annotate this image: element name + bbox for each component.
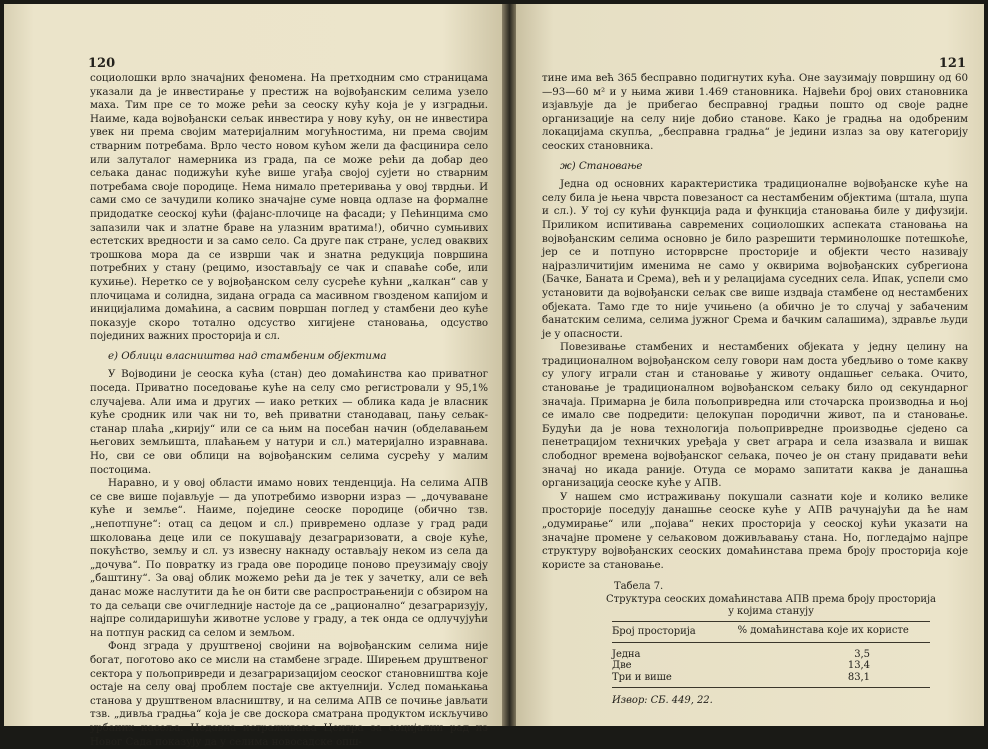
paragraph: Повезивање стамбених и нестамбених објеката у једну целину на традиционалном војвођанском селу говори нам доста убедљиво о томе какву су улогу играли стан и становање у животу ондашњег сељака. Очито, становање је традиционалном војвођанском сељаку било од секундарног значаја. Примарна је била пољопривредна или сточарска производња и њој се имало све подредити: целокупан породични живот, па и становање. Будући да је нова технологија пољопривредне производње сједено са пенетрацијом техничких уређаја у свет аграра и села изазвала и вишак слободног времена војвођанског сељака, почео је он стану придавати већи значај но икада раније. Отуда се морамо запитати каква је данашња организација сеоске куће у АПВ. bbox=[542, 341, 968, 490]
table-row bbox=[612, 672, 930, 688]
table-header-row bbox=[612, 621, 930, 642]
table-cell-label: Две bbox=[612, 660, 632, 672]
table-cell-value: 3,5 bbox=[854, 648, 870, 660]
table-cell-value: 83,1 bbox=[716, 672, 930, 688]
book-gutter bbox=[502, 4, 516, 726]
rooms-table bbox=[612, 621, 930, 688]
table-cell-label: Једна bbox=[612, 648, 641, 660]
table-row bbox=[612, 642, 930, 660]
table-title: Структура сеоских домаћинстава АПВ према броју просторија у којима станују bbox=[606, 593, 936, 617]
book-spread bbox=[4, 4, 984, 748]
page-number-left: 120 bbox=[88, 56, 116, 71]
paragraph: Једна од основних карактеристика традиционалне војвођанске куће на селу била је њена чврста повезаност са нестамбеним објектима (штала, шупа и сл.). У тој су кући функција рада и функција становања биле у дифузији. Приликом испитивања савремених социолошких аспеката становања на војвођанским селима основно је било разрешити терминолошке потешкоће, јер се и потпуно исторврсне просторије и објекти често називају најразличитијим именима не само у оквирима војвођанских субрегиона (Бачке, Баната и Срема), већ и у релацијама суседних села. Ипак, успели смо установити да војвођански сељак све више издваја стамбене од нестамбених објеката. Тамо где то није учињено (а обично је то случај у забаченим банатским селима, селима јужног Срема и бачким салашима), здравље људи је у опасности. bbox=[542, 178, 968, 340]
table-row bbox=[612, 660, 930, 672]
paragraph: Фонд зграда у друштвеној својини на војвођанским селима није богат, поготово ако се мисли на стамбене зграде. Ширењем друштвеног сектора у пољопривреди и дезаграризацијом сеоског становништва које остаје на селу овај проблем постаје све актуелнији. Услед помањкања станова у друштвеном власништву, и на селима АПВ се почиње јављати тзв. „дивља градња“ која је све доскора сматрана продуктом искључиво урбаних насеља. Недавна истраживања Центра за социјални рад из Новог Сада показују да у селима новосадске опш- bbox=[90, 640, 488, 748]
left-page bbox=[4, 4, 502, 748]
table-header-percent: % домаћинстава које их користе bbox=[716, 621, 930, 642]
paragraph: социолошки врло значајних феномена. На претходним смо страницама указали да је инвестирање у престиж на војвођанским селима узело маха. Тим пре се то може рећи за сеоску кућу која је у изградњи. Наиме, када војвођански сељак инвестира у нову кућу, он не инвестира увек ни према својим материјалним могућностима, ни према својим стварним потребама. Врло често новом кућом жели да фасцинира село или залуталог намерника из града, па се може рећи да добар део сељака данас подижући куће више угађа својој сујети но стварним потребама своје породице. Нема нимало претеривања у овој тврдњи. И сами смо се зачудили колико значајне суме новца одлазе на формалне придодатке сеоској кући (фајанс-плочице на фасади; у Пећинцима смо запазили чак и златне браве на улазним вратима!), обично сумњивих естетских вредности и за само село. Са друге пак стране, услед оваквих трошкова мора да се изврши чак и знатна редукција површина потребних у стану (рецимо, изостављају се чак и спаваће собе, или кухиње). Нерeтко се у војвођанском селу сусреће кућни „калкан“ сав у плочицама и солидна, зидана ограда са масивном гвозденом капијом и иницијалима домаћина, а сасвим површан поглед у стамбени део куће показује скоро тотално одсуство хигијене становања, одсуство појединих важних просторија и сл. bbox=[90, 72, 488, 343]
paragraph: тине има већ 365 бесправно подигнутих кућа. Оне заузимају површину од 60—93—60 м² и у њима живи 1.469 становника. Највећи број ових становника изјављује да је прибегао бесправној градњи пошто од своје радне организације на селу није добио станове. Како је градња на одобреним локацијама скупља, „бесправна градња“ је једини излаз за ову категорију сеоских становника. bbox=[542, 72, 968, 152]
table-cell-label: Три и више bbox=[612, 672, 716, 688]
right-page bbox=[516, 4, 984, 726]
table-caption: Табела 7. bbox=[614, 581, 664, 593]
paragraph: Наравно, и у овој области имамо нових тенденција. На селима АПВ се све више појављује — да употребимо изворни израз — „дочуваване куће и земље“. Наиме, поједине сеоске породице (обично тзв. „непотпуне“: отац са децом и сл.) привремено одлазе у град ради школовања деце или се покушавају дезаграризовати, а своје куће, покућство, земљу и сл. уз извесну накнаду остављају неком из села да „дочува“. По повратку из града ове породице поново преузимају своју „баштину“. За овај облик можемо рећи да је тек у зачетку, али се већ данас може наслутити да ће он бити све распрострањенији с обзиром на то да сељаци све очигледније настоје да се „рационално“ дезаграризују, најпре солидаришући животне услове у граду, а тек онда се одлучујући на потпун раскид са селом и земљом. bbox=[90, 477, 488, 639]
page-number-right: 121 bbox=[938, 56, 966, 71]
left-page-text bbox=[90, 72, 488, 749]
right-page-text bbox=[542, 72, 968, 708]
table-header-rooms: Број просторија bbox=[612, 621, 716, 642]
section-heading-zh: ж) Становање bbox=[560, 159, 643, 172]
paragraph: У Војводини је сеоска кућа (стан) део домаћинства као приватног поседа. Приватно поседовање куће на селу смо регистровали у 95,1% случајева. Али има и других — иако ретких — облика када је власник куће сродник или чак ни то, већ приватни станодавац, пању сељак-станар плаћа „кирију“ или се са њим на посебан начин (обделавањем његових земљишта, плаћањем у натури и сл.) материјално изравнава. Но, сви се ови облици на војвођанским селима сусрећу у малим постоцима. bbox=[90, 368, 488, 476]
section-heading-e: е) Облици власништва над стамбеним објектима bbox=[108, 349, 387, 362]
table-source: Извор: СБ. 449, 22. bbox=[612, 695, 713, 707]
paragraph: У нашем смо истраживању покушали сазнати које и колико велике просторије поседују данашње сеоске куће у АПВ рачунајући да ће нам „одумирање“ или „појава“ неких просторија у сеоској кући указати на значајне промене у сељаковом доживљавању стана. Но, погледајмо најпре структуру војвођанских сеоских домаћинстава према броју просторија које користе за становање. bbox=[542, 490, 968, 571]
table-cell-value: 13,4 bbox=[847, 660, 870, 672]
